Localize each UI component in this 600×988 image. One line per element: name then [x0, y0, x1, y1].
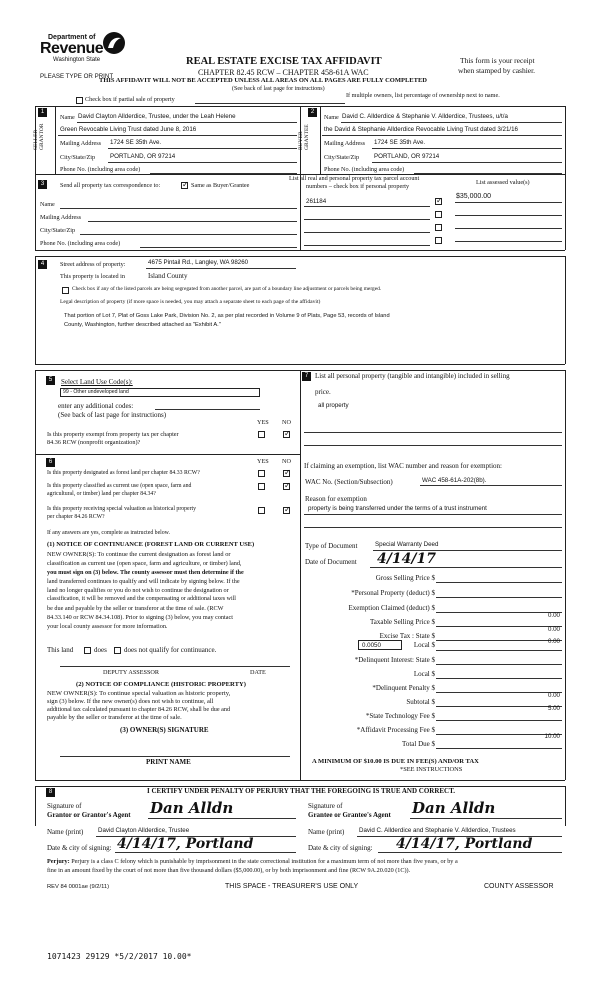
seller-name-line2: Green Revocable Living Trust dated June 8, 2016	[60, 126, 197, 133]
historic-yes-checkbox[interactable]	[258, 507, 265, 514]
section-4-number: 4	[38, 260, 47, 269]
section-2-number: 2	[308, 108, 317, 117]
land-use-select[interactable]	[60, 388, 260, 397]
street-label: Street address of property:	[60, 261, 126, 268]
excise-local-label: Local $	[413, 641, 435, 649]
forest-no-checkbox[interactable]	[283, 470, 290, 477]
buyer-name-label: Name	[324, 114, 339, 121]
personal-property-checkbox-4[interactable]	[435, 237, 442, 244]
section-6-number: 6	[46, 458, 55, 467]
reason-label: Reason for exemption	[305, 495, 367, 503]
print-name-label: PRINT NAME	[146, 758, 191, 766]
parcel-number-1: 261184	[306, 198, 327, 205]
interest-local-label: Local $	[413, 670, 435, 678]
corr-city-label: City/State/Zip	[40, 227, 76, 234]
exempt-question-1: Is this property exempt from property tax per chapter	[47, 431, 179, 438]
taxable-price-value: 0.00	[547, 612, 560, 619]
partial-sale-checkbox[interactable]	[76, 97, 83, 104]
tech-fee-value: 5.00	[547, 705, 560, 712]
exemption-deduct-label: Exemption Claimed (deduct) $	[348, 604, 435, 612]
county-assessor-label: COUNTY ASSESSOR	[484, 883, 554, 890]
logo-state: Washington State	[53, 57, 101, 63]
total-due-value: 10.00	[544, 733, 560, 740]
buyer-name-line2: the David & Stephanie Allderdice Revocable Living Trust dated 3/21/16	[324, 126, 518, 133]
revenue-logo-icon	[101, 30, 127, 56]
multiple-owners-note: If multiple owners, list percentage of ownership next to name.	[346, 92, 500, 99]
seller-phone-label: Phone No. (including area code)	[60, 166, 141, 173]
historic-no-checkbox[interactable]	[283, 507, 290, 514]
does-label: does	[94, 646, 107, 654]
buyer-city: PORTLAND, OR 97214	[374, 153, 440, 160]
logo-dept: Department of	[48, 34, 96, 41]
subtotal-label: Subtotal $	[406, 698, 435, 706]
buyer-mailing: 1724 SE 35th Ave.	[374, 139, 426, 146]
please-type: PLEASE TYPE OR PRINT	[40, 73, 114, 80]
doc-date-label: Date of Document	[305, 558, 357, 566]
subtotal-value: 0.00	[547, 692, 560, 699]
interest-state-label: *Delinquent Interest: State $	[354, 656, 435, 664]
buyer-phone-label: Phone No. (including area code)	[324, 166, 405, 173]
section-7-number: 7	[302, 372, 311, 381]
compliance-title: (2) NOTICE OF COMPLIANCE (HISTORIC PROPERTY)	[76, 681, 246, 688]
county-name: Island County	[148, 272, 188, 280]
land-use-label: Select Land Use Code(s):	[61, 378, 133, 386]
grantor-date-label: Date & city of signing:	[47, 844, 112, 852]
s6-no: NO	[282, 458, 291, 465]
see-instructions-note: *SEE INSTRUCTIONS	[400, 766, 463, 773]
seller-mailing: 1724 SE 35th Ave.	[110, 139, 162, 146]
does-not-qualify-checkbox[interactable]	[114, 647, 121, 654]
buyer-city-label: City/State/Zip	[324, 154, 360, 161]
grantee-date-city: 4/14/17, Portland	[396, 836, 533, 852]
legal-description-line2: County, Washington, further described attached as "Exhibit A."	[64, 322, 221, 328]
penalty-label: *Delinquent Penalty $	[372, 684, 435, 692]
corr-phone-label: Phone No. (including area code)	[40, 240, 121, 247]
gross-selling-label: Gross Selling Price $	[375, 574, 435, 582]
grantee-print-name: David C. Allderdice and Stephanie V. Allderdice, Trustees	[359, 827, 516, 834]
buyer-name-line1: David C. Allderdice & Stephanie V. Allderdice, Trustees, u/t/a	[342, 113, 508, 120]
perjury-label: Perjury:	[47, 858, 70, 865]
doc-type-label: Type of Document	[305, 542, 358, 550]
wac-number: WAC 458-61A-202(8b).	[422, 477, 487, 484]
same-as-buyer-label: Same as Buyer/Grantee	[191, 182, 250, 189]
total-due-label: Total Due $	[402, 740, 435, 748]
current-use-question-2: agricultural, or timber) land per chapter 84.34?	[47, 491, 156, 497]
historic-question-1: Is this property receiving special valuation as historical property	[47, 506, 197, 512]
historic-question-2: per chapter 84.26 RCW?	[47, 514, 105, 520]
grantee-signature: Dan Alldn	[412, 799, 496, 817]
land-use-yes: YES	[257, 419, 269, 426]
section-1-number: 1	[38, 108, 47, 117]
parcels-header-2: numbers – check box if personal property	[306, 183, 410, 190]
grantee-date-label: Date & city of signing:	[308, 844, 373, 852]
receipt-line1: This form is your receipt	[460, 56, 535, 65]
buyer-mailing-label: Mailing Address	[324, 140, 366, 147]
section-3-number: 3	[38, 180, 47, 189]
personal-property-label-2: price.	[315, 388, 331, 396]
seller-name-label: Name	[60, 114, 75, 121]
tech-fee-label: *State Technology Fee $	[365, 712, 435, 720]
additional-codes-label: enter any additional codes:	[58, 402, 134, 410]
seller-side-label: SELLER GRANTOR	[33, 123, 45, 150]
personal-property-checkbox-3[interactable]	[435, 224, 442, 231]
logo-revenue: Revenue	[40, 40, 104, 57]
personal-property-value: all property	[318, 402, 349, 409]
treasurer-use-label: THIS SPACE - TREASURER'S USE ONLY	[225, 883, 359, 890]
deputy-assessor-label: DEPUTY ASSESSOR	[103, 669, 159, 676]
legal-description-label: Legal description of property (if more space is needed, you may attach a separate sheet to each page of the affidavit)	[60, 299, 321, 305]
land-use-code: 99 - Other undeveloped land	[63, 389, 129, 395]
current-use-yes-checkbox[interactable]	[258, 483, 265, 490]
segregated-checkbox[interactable]	[62, 287, 69, 294]
this-land-label: This land	[47, 646, 74, 654]
street-address: 4675 Pintail Rd., Langley, WA 98260	[148, 259, 249, 266]
exemption-claim-label: If claiming an exemption, list WAC number and reason for exemption:	[304, 462, 502, 470]
form-warning: THIS AFFIDAVIT WILL NOT BE ACCEPTED UNLESS ALL AREAS ON ALL PAGES ARE FULLY COMPLETED	[99, 77, 427, 84]
seller-city: PORTLAND, OR 97214	[110, 153, 176, 160]
land-use-instructions: (See back of last page for instructions)	[58, 411, 167, 419]
section-5-number: 5	[46, 376, 55, 385]
continuance-title: (1) NOTICE OF CONTINUANCE (FOREST LAND OR CURRENT USE)	[47, 541, 255, 548]
doc-date-value: 4/14/17	[377, 551, 436, 567]
excise-state-value: 0.00	[547, 626, 560, 633]
minimum-fee-note: A MINIMUM OF $10.00 IS DUE IN FEE(S) AND/OR TAX	[312, 758, 479, 765]
grantor-name-label: Name (print)	[47, 828, 84, 836]
current-use-question-1: Is this property classified as current use (open space, farm and	[47, 483, 192, 489]
excise-state-label: Excise Tax : State $	[379, 632, 435, 640]
personal-property-checkbox-1[interactable]	[435, 198, 442, 205]
buyer-side-label: BUYER GRANTEE	[298, 124, 310, 150]
same-as-buyer-checkbox[interactable]	[181, 182, 188, 189]
land-use-no: NO	[282, 419, 291, 426]
personal-property-deduct-label: *Personal Property (deduct) $	[351, 589, 435, 597]
certify-statement: I CERTIFY UNDER PENALTY OF PERJURY THAT THE FOREGOING IS TRUE AND CORRECT.	[147, 787, 456, 795]
current-use-no-checkbox[interactable]	[283, 483, 290, 490]
grantee-name-label: Name (print)	[308, 828, 345, 836]
taxable-price-label: Taxable Selling Price $	[369, 618, 435, 626]
perjury-line1: Perjury: Perjury is a class C felony which is punishable by imprisonment in the state correctional institution for a maximum term of not more than five years, or by a	[47, 858, 458, 865]
located-in-label: This property is located in	[60, 273, 125, 280]
corr-name-label: Name	[40, 201, 55, 208]
grantee-sig-label-2: Grantee or Grantee's Agent	[308, 811, 391, 819]
corr-mailing-label: Mailing Address	[40, 214, 82, 221]
parcels-header-1: List all real and personal property tax parcel account	[289, 175, 420, 182]
correspondence-label: Send all property tax correspondence to:	[60, 182, 161, 189]
perjury-line2: fine in an amount fixed by the court of not more than five thousand dollars ($5,000.00), or by both imprisonment and fine (RCW 9A.20.020 (1C)).	[47, 867, 411, 874]
owner-signature-title: (3) OWNER(S) SIGNATURE	[120, 726, 209, 734]
grantor-date-city: 4/14/17, Portland	[117, 836, 254, 852]
form-instructions: (See back of last page for instructions)	[232, 86, 325, 92]
affidavit-fee-label: *Affidavit Processing Fee $	[356, 726, 435, 734]
assessed-header: List assessed value(s)	[476, 179, 530, 186]
form-chapter: CHAPTER 82.45 RCW – CHAPTER 458-61A WAC	[198, 68, 369, 77]
grantee-sig-label-1: Signature of	[308, 802, 343, 810]
does-not-label: does not qualify for continuance.	[124, 646, 217, 654]
form-title: REAL ESTATE EXCISE TAX AFFIDAVIT	[186, 56, 382, 67]
seller-name-line1: David Clayton Allderdice, Trustee, under the Leah Helene	[78, 113, 236, 120]
forest-yes-checkbox[interactable]	[258, 470, 265, 477]
grantor-print-name: David Clayton Allderdice, Trustee	[98, 827, 190, 834]
exempt-yes-checkbox[interactable]	[258, 431, 265, 438]
partial-sale-label: Check box if partial sale of property	[85, 96, 175, 103]
grantor-sig-label-1: Signature of	[47, 802, 82, 810]
form-revision: REV 84 0001ae (9/2/11)	[47, 884, 110, 890]
segregated-label: Check box if any of the listed parcels are being segregated from another parcel, are part of a boundary line adjustment or parcels being merged.	[72, 286, 382, 292]
section-8-number: 8	[46, 788, 55, 797]
deputy-date-label: DATE	[250, 669, 266, 676]
s6-yes: YES	[257, 458, 269, 465]
legal-description-line1: That portion of Lot 7, Plat of Goss Lake Park, Division No. 2, as per plat recorded in Volume 9 of Plats, Page 53, records of Island	[64, 313, 390, 319]
local-rate-value: 0.0050	[362, 642, 381, 649]
grantor-signature: Dan Alldn	[150, 799, 234, 817]
exempt-no-checkbox[interactable]	[283, 431, 290, 438]
excise-local-value: 0.00	[547, 638, 560, 645]
wac-label: WAC No. (Section/Subsection)	[305, 478, 393, 486]
does-qualify-checkbox[interactable]	[84, 647, 91, 654]
grantor-sig-label-2: Grantor or Grantor's Agent	[47, 811, 131, 819]
assessed-value-1: $35,000.00	[456, 193, 492, 200]
personal-property-label-1: List all personal property (tangible and intangible) included in selling	[315, 372, 510, 380]
forest-question: Is this property designated as forest land per chapter 84.33 RCW?	[47, 470, 200, 476]
cashier-stamp: 1071423 29129 *5/2/2017 10.00*	[47, 952, 192, 961]
receipt-line2: when stamped by cashier.	[458, 66, 536, 75]
seller-city-label: City/State/Zip	[60, 154, 96, 161]
personal-property-checkbox-2[interactable]	[435, 211, 442, 218]
seller-mailing-label: Mailing Address	[60, 140, 102, 147]
if-yes-note: If any answers are yes, complete as instructed below.	[47, 530, 170, 536]
reason-value: property is being transferred under the terms of a trust instrument	[308, 505, 487, 512]
exempt-question-2: 84.36 RCW (nonprofit organization)?	[47, 439, 141, 446]
doc-type-value: Special Warranty Deed	[375, 541, 439, 548]
